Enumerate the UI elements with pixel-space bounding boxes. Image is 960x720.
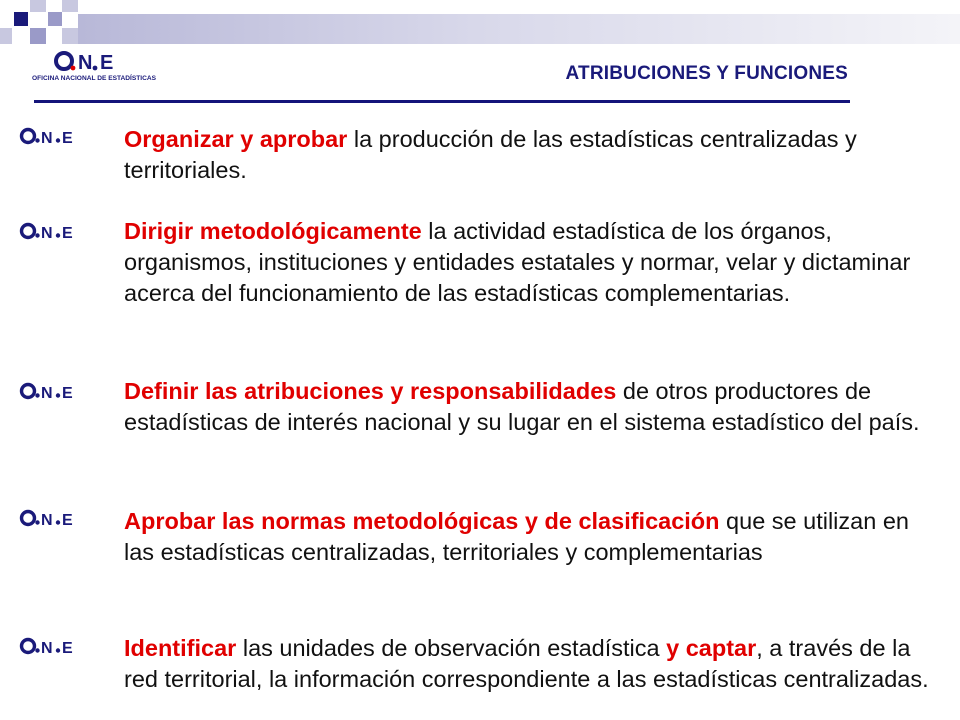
one-logo-bullet-icon <box>18 221 94 241</box>
svg-text:E: E <box>100 52 114 74</box>
item-highlight: y captar <box>666 635 757 661</box>
list-item <box>124 124 944 186</box>
item-highlight: Dirigir metodológicamente <box>124 218 422 244</box>
list-item <box>124 376 944 438</box>
svg-text:N: N <box>41 225 53 241</box>
one-logo-bullet-icon <box>18 508 94 528</box>
list-item <box>124 633 944 695</box>
item-text: de otros productores de estadísticas de interés nacional y su lugar en el sistema estadístico del país. <box>124 378 920 435</box>
svg-text:E: E <box>62 640 73 656</box>
svg-text:N: N <box>78 52 93 74</box>
item-text: la actividad estadística de los órganos, organismos, instituciones y entidades estatales y normar, velar y dictaminar acerca del funcionamiento de las estadísticas complementarias. <box>124 218 911 306</box>
item-text: , a través de la red territorial, la información correspondiente a las estadísticas centralizadas. <box>124 635 929 692</box>
svg-text:E: E <box>62 385 73 401</box>
list-item <box>124 216 944 309</box>
svg-text:N: N <box>41 512 53 528</box>
item-highlight: Aprobar las normas metodológicas y de clasificación <box>124 508 720 534</box>
page-title: ATRIBUCIONES Y FUNCIONES <box>565 63 848 84</box>
item-text: las unidades de observación estadística <box>236 635 667 661</box>
svg-text:N: N <box>41 640 53 656</box>
one-logo-bullet-icon <box>18 381 94 401</box>
item-highlight: Identificar <box>124 635 237 661</box>
svg-text:N: N <box>41 385 53 401</box>
list-item <box>124 506 944 568</box>
svg-text:E: E <box>62 225 73 241</box>
svg-text:N: N <box>41 130 53 146</box>
item-highlight: Definir las atribuciones y responsabilidades <box>124 378 617 404</box>
svg-text:E: E <box>62 130 73 146</box>
logo-subtitle: OFICINA NACIONAL DE ESTADÍSTICAS <box>32 75 157 82</box>
item-text: la producción de las estadísticas centralizadas y territoriales. <box>124 126 857 183</box>
item-highlight: Organizar y aprobar <box>124 126 348 152</box>
one-logo-bullet-icon <box>18 126 94 146</box>
one-logo-bullet-icon <box>18 636 94 656</box>
svg-text:E: E <box>62 512 73 528</box>
item-text: que se utilizan en las estadísticas centralizadas, territoriales y complementarias <box>124 508 923 565</box>
